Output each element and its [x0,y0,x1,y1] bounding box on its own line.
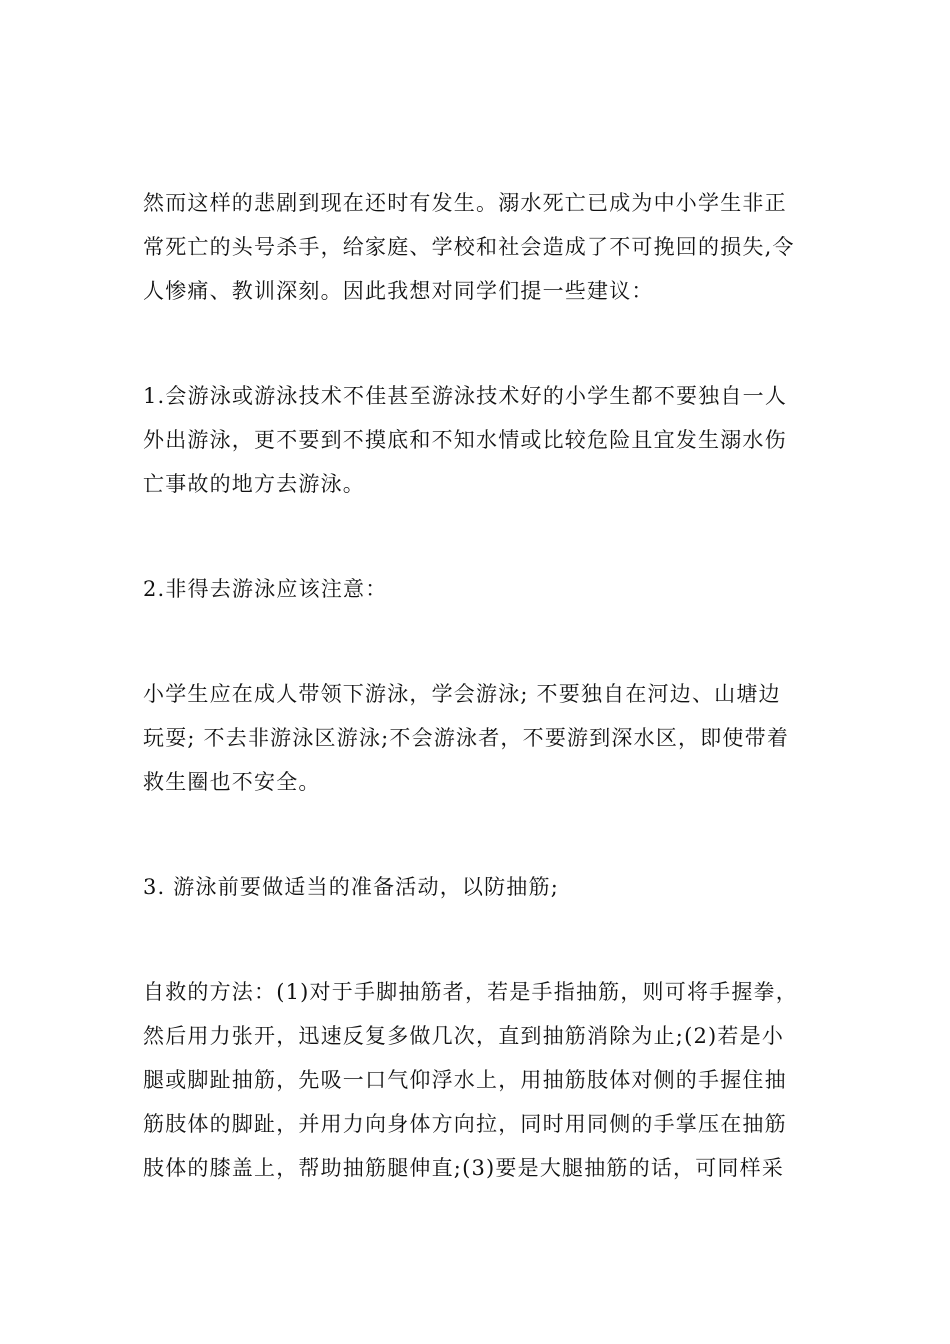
text-line: 救生圈也不安全。 [143,770,321,794]
text-line: 腿或脚趾抽筋，先吸一口气仰浮水上，用抽筋肢体对侧的手握住抽 [143,1068,787,1092]
text-line: 2.非得去游泳应该注意： [143,577,388,601]
text-line: 亡事故的地方去游泳。 [143,472,365,496]
text-line: 玩耍; 不去非游泳区游泳;不会游泳者，不要游到深水区，即使带着 [143,726,790,750]
text-line: 小学生应在成人带领下游泳，学会游泳; 不要独自在河边、山塘边 [143,682,781,706]
paragraph-gap [143,506,815,567]
text-line: 筋肢体的脚趾，并用力向身体方向拉，同时用同侧的手掌压在抽筋 [143,1112,787,1136]
paragraph-item-2-heading [143,567,815,611]
text-line: 然后用力张开，迅速反复多做几次，直到抽筋消除为止;(2)若是小 [143,1024,785,1048]
paragraph-intro [143,181,815,313]
document-body [143,181,815,1190]
paragraph-gap [143,909,815,970]
paragraph-gap [143,804,815,865]
text-line: 自救的方法：(1)对于手脚抽筋者，若是手指抽筋，则可将手握拳， [143,980,798,1004]
text-line: 然而这样的悲剧到现在还时有发生。溺水死亡已成为中小学生非正 [143,191,787,215]
paragraph-item-2-body [143,672,815,804]
text-line: 人惨痛、教训深刻。因此我想对同学们提一些建议： [143,279,654,303]
paragraph-self-rescue [143,970,815,1190]
text-line: 肢体的膝盖上，帮助抽筋腿伸直;(3)要是大腿抽筋的话，可同样采 [143,1156,785,1180]
paragraph-gap [143,611,815,672]
paragraph-item-1 [143,374,815,506]
paragraph-item-3 [143,865,815,909]
paragraph-gap [143,313,815,374]
text-line: 常死亡的头号杀手，给家庭、学校和社会造成了不可挽回的损失,令 [143,235,795,259]
text-line: 1.会游泳或游泳技术不佳甚至游泳技术好的小学生都不要独自一人 [143,384,788,408]
text-line: 3. 游泳前要做适当的准备活动，以防抽筋; [143,875,559,899]
text-line: 外出游泳，更不要到不摸底和不知水情或比较危险且宜发生溺水伤 [143,428,787,452]
